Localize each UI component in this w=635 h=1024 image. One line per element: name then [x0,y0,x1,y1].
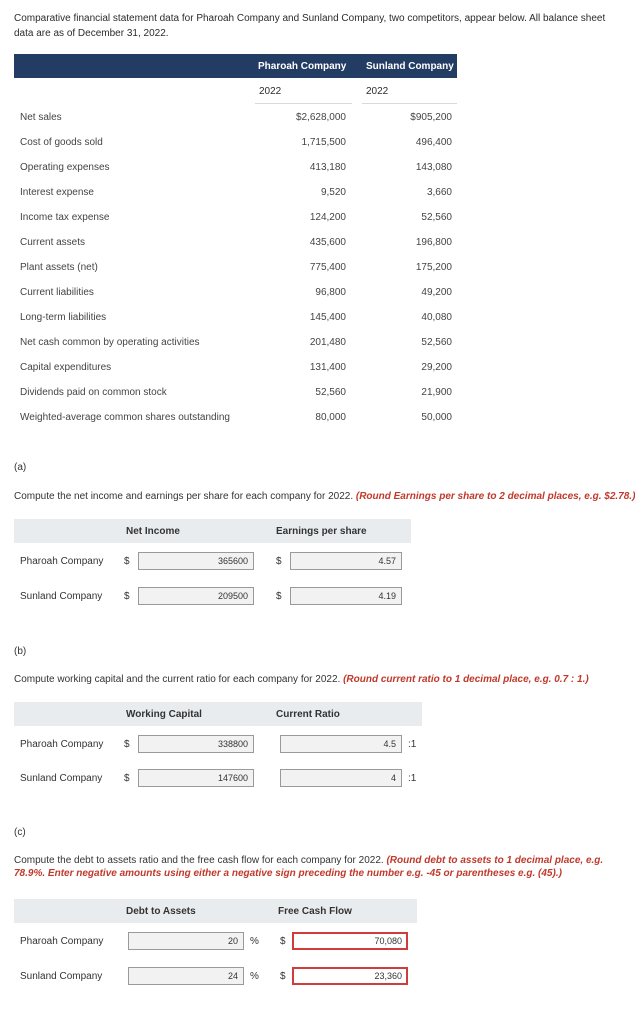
part-c-header [14,899,417,923]
debt-to-assets-header: Debt to Assets [126,906,196,917]
table-row [14,281,457,306]
table-row [14,356,457,381]
free-cash-flow-input-sunland[interactable]: 23,360 [292,967,408,985]
row-label: Current assets [20,237,86,248]
sunland-value: 196,800 [415,237,452,248]
year-header-pharoah [255,81,352,104]
rounding-hint: (Round current ratio to 1 decimal place, e.g. 0.7 : 1.) [343,674,589,685]
year-label: 2022 [366,86,389,97]
row-label-pharoah: Pharoah Company [20,936,104,947]
part-b-header [14,702,422,726]
row-label: Net cash common by operating activities [20,337,200,348]
pharoah-value: 1,715,500 [301,137,346,148]
working-capital-header: Working Capital [126,709,202,720]
working-capital-input-pharoah[interactable]: 338800 [138,735,254,753]
pharoah-value: 131,400 [309,362,346,373]
column-header-sunland: Sunland Company [366,61,454,72]
row-label: Income tax expense [20,212,110,223]
sunland-value: 175,200 [415,262,452,273]
net-income-input-pharoah[interactable]: 365600 [138,552,254,570]
net-income-header: Net Income [126,526,180,537]
eps-header: Earnings per share [276,526,367,537]
row-label-pharoah: Pharoah Company [20,739,104,750]
pharoah-value: $2,628,000 [295,112,346,123]
dollar-sign: $ [124,591,130,602]
sunland-value: 49,200 [421,287,452,298]
pharoah-value: 52,560 [315,387,346,398]
row-label: Long-term liabilities [20,312,107,323]
percent-sign: % [250,971,259,982]
table-row [14,256,457,281]
row-label: Capital expenditures [20,362,112,373]
pharoah-value: 413,180 [309,162,346,173]
sunland-value: 29,200 [421,362,452,373]
pharoah-value: 9,520 [320,187,346,198]
row-label: Current liabilities [20,287,94,298]
row-label-sunland: Sunland Company [20,773,103,784]
current-ratio-input-sunland[interactable]: 4 [280,769,402,787]
sunland-value: 52,560 [421,212,452,223]
sunland-value: 21,900 [421,387,452,398]
dollar-sign: $ [124,773,130,784]
part-a-letter: (a) [14,462,27,473]
row-label: Weighted-average common shares outstanding [20,412,230,423]
row-label-pharoah: Pharoah Company [20,556,104,567]
eps-input-pharoah[interactable]: 4.57 [290,552,402,570]
dollar-sign: $ [124,556,130,567]
table-row [14,406,457,431]
sunland-value: 52,560 [421,337,452,348]
ratio-suffix: :1 [408,773,417,784]
table-row [14,106,457,131]
dollar-sign: $ [280,936,286,947]
sunland-value: 50,000 [421,412,452,423]
dollar-sign: $ [124,739,130,750]
sunland-value: 3,660 [426,187,452,198]
year-label: 2022 [259,86,282,97]
column-header-pharoah: Pharoah Company [258,61,347,72]
pharoah-value: 775,400 [309,262,346,273]
row-label-sunland: Sunland Company [20,971,103,982]
row-label: Interest expense [20,187,94,198]
rounding-hint: (Round debt to assets to 1 decimal place, e.g. 78.9%. Enter negative amounts using either a negative sign preceding the number e.g. -45 or parentheses e.g. (45).) [14,855,604,879]
dollar-sign: $ [276,591,282,602]
dollar-sign: $ [280,971,286,982]
part-b-letter: (b) [14,646,27,657]
row-label-sunland: Sunland Company [20,591,103,602]
percent-sign: % [250,936,259,947]
part-b-instruction [14,674,589,685]
table-row [14,306,457,331]
instruction-text: Compute the debt to assets ratio and the free cash flow for each company for 2022. [14,855,384,866]
part-a-header [14,519,411,543]
pharoah-value: 96,800 [315,287,346,298]
free-cash-flow-header: Free Cash Flow [278,906,352,917]
dollar-sign: $ [276,556,282,567]
pharoah-value: 124,200 [309,212,346,223]
part-a-instruction [14,491,635,502]
ratio-suffix: :1 [408,739,417,750]
pharoah-value: 201,480 [309,337,346,348]
debt-to-assets-input-pharoah[interactable]: 20 [128,932,244,950]
year-header-sunland [362,81,457,104]
net-income-input-sunland[interactable]: 209500 [138,587,254,605]
table-row [14,206,457,231]
eps-input-sunland[interactable]: 4.19 [290,587,402,605]
pharoah-value: 145,400 [309,312,346,323]
debt-to-assets-input-sunland[interactable]: 24 [128,967,244,985]
free-cash-flow-input-pharoah[interactable]: 70,080 [292,932,408,950]
sunland-value: 40,080 [421,312,452,323]
current-ratio-input-pharoah[interactable]: 4.5 [280,735,402,753]
pharoah-value: 435,600 [309,237,346,248]
instruction-text: Compute working capital and the current ratio for each company for 2022. [14,674,341,685]
part-c-letter: (c) [14,827,26,838]
instruction-text: Compute the net income and earnings per share for each company for 2022. [14,491,354,502]
sunland-value: 496,400 [415,137,452,148]
row-label: Net sales [20,112,62,123]
table-header-bar [14,54,457,78]
row-label: Operating expenses [20,162,110,173]
table-row [14,381,457,406]
working-capital-input-sunland[interactable]: 147600 [138,769,254,787]
table-row [14,156,457,181]
sunland-value: 143,080 [415,162,452,173]
table-row [14,181,457,206]
intro-text: Comparative financial statement data for Pharoah Company and Sunland Company, two competitors, appear below. All balance sheet data are as of December 31, 2022. [14,13,606,39]
row-label: Dividends paid on common stock [20,387,167,398]
part-c-instruction [14,854,626,880]
row-label: Cost of goods sold [20,137,103,148]
sunland-value: $905,200 [410,112,452,123]
current-ratio-header: Current Ratio [276,709,340,720]
table-row [14,231,457,256]
pharoah-value: 80,000 [315,412,346,423]
row-label: Plant assets (net) [20,262,98,273]
table-row [14,131,457,156]
rounding-hint: (Round Earnings per share to 2 decimal places, e.g. $2.78.) [355,491,635,502]
table-row [14,331,457,356]
